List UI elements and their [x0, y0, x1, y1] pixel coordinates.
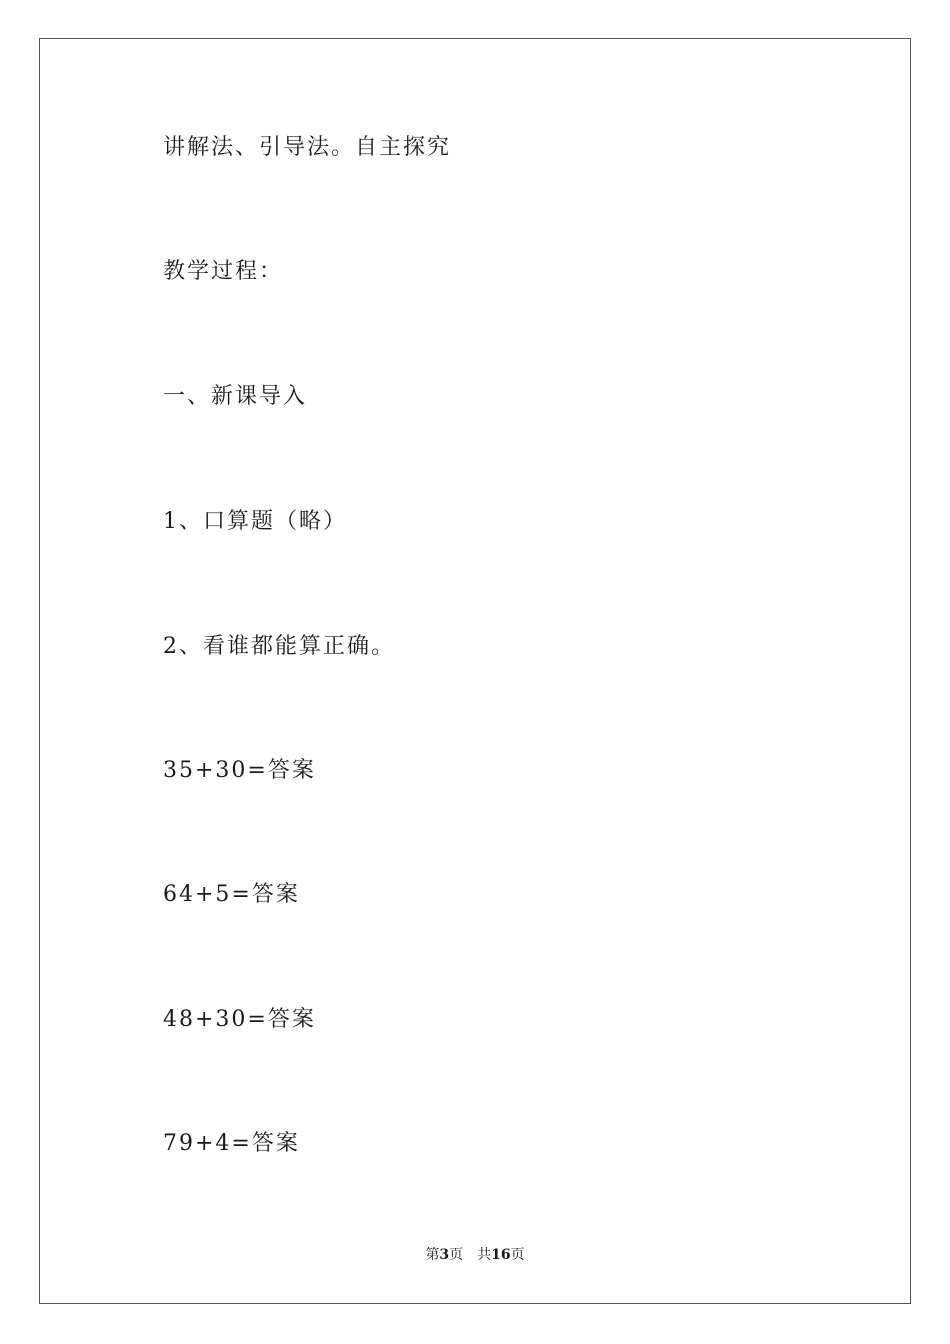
footer-page-prefix: 第 [425, 1247, 440, 1263]
footer-page-current: 3 [439, 1247, 450, 1263]
text-line-problem-4: 79+4=答案 [163, 1131, 300, 1156]
footer-page-suffix: 页 [449, 1247, 464, 1263]
text-line-problem-1: 35+30=答案 [163, 758, 316, 783]
footer-total-suffix: 页 [510, 1247, 525, 1263]
footer-page-total: 16 [491, 1247, 511, 1263]
text-line-item-2: 2、看谁都能算正确。 [163, 634, 395, 659]
footer-total-prefix: 共 [477, 1247, 492, 1263]
text-line-item-1: 1、口算题（略） [163, 509, 347, 534]
text-line-method: 讲解法、引导法。自主探究 [163, 135, 452, 160]
page-frame [39, 38, 911, 1304]
text-line-problem-3: 48+30=答案 [163, 1007, 316, 1032]
text-line-section-intro: 一、新课导入 [163, 384, 308, 409]
text-line-process-heading: 教学过程： [163, 259, 284, 284]
text-line-problem-2: 64+5=答案 [163, 882, 300, 907]
page-footer [0, 1245, 950, 1265]
